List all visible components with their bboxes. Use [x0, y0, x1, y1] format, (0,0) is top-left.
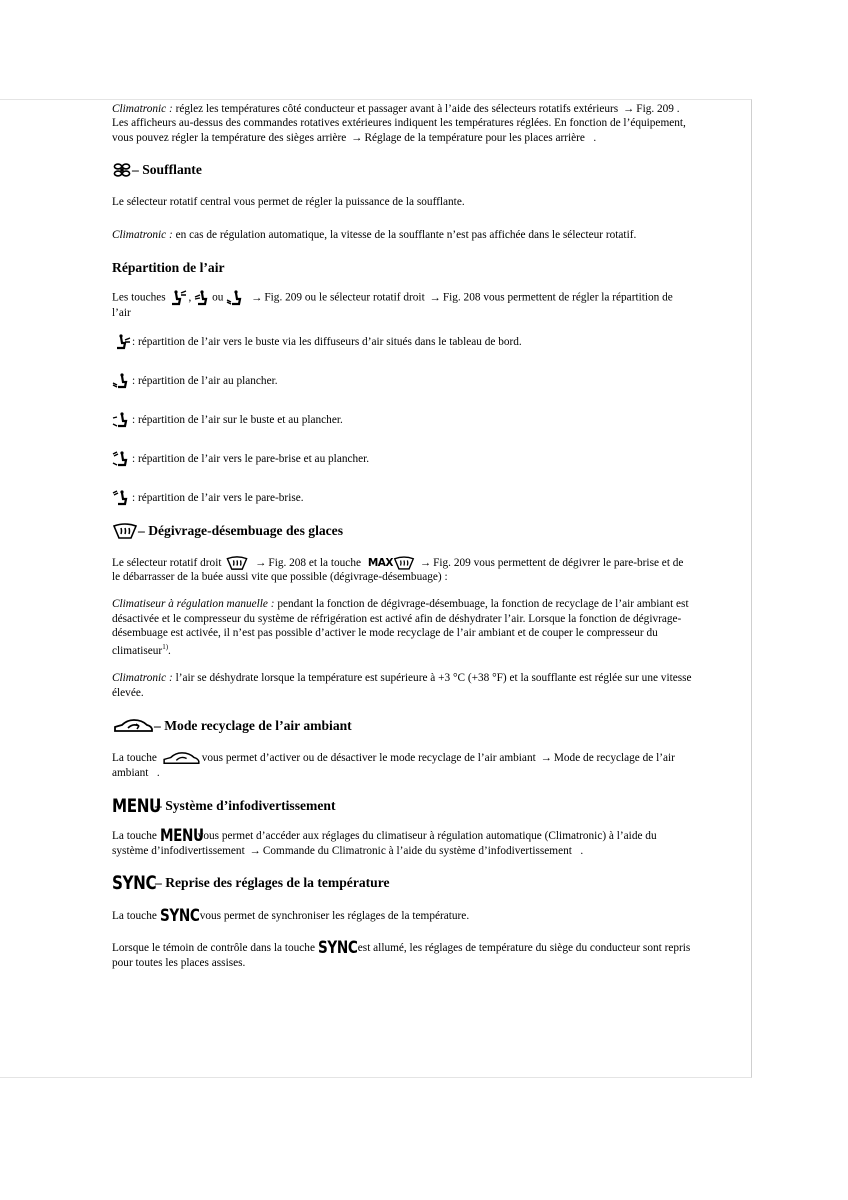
defrost-manual-paragraph: Climatiseur à régulation manuelle : pendant la fonction de dégivrage-désembuage, la fonction de recyclage de l’air ambiant est désactivée et le compresseur du système de réfrigération est activé afin de déshydrater l’air. Lorsque la fonction de dégivrage- désembuage est activée, il n’est pas possible d’activer le mode recyclage de l’air ambiant et de couper le compresseur du climatiseur$^{1)}$.	[112, 598, 689, 658]
infotainment-paragraph: La touche MENUvous permet d’accéder aux réglages du climatiseur à régulation automatique (Climatronic) à l’aide du système d’infodivertissement → Commande du Climatronic à l’aide du système d’infodivertissement .	[112, 826, 657, 857]
seat-air-chest-icon	[194, 290, 212, 306]
blower-title: – Soufflante	[132, 161, 202, 177]
fan-icon	[112, 162, 132, 178]
air-item-windshield-floor: : répartition de l’air vers le pare-brise et au plancher.	[112, 451, 740, 467]
arrow-icon: →	[429, 292, 441, 305]
arrow-icon: →	[249, 844, 261, 857]
defrost-climatronic-paragraph: Climatronic : l’air se déshydrate lorsque la température est supérieure à +3 °C (+38 °F) et la soufflante est réglée sur une vitesse élevée.	[112, 672, 692, 699]
seat-air-floor-icon	[112, 373, 132, 389]
sync-key-icon: SYNC	[159, 905, 200, 926]
arrow-icon: →	[255, 556, 267, 569]
menu-key-icon: MENU	[159, 826, 204, 847]
blower-heading	[112, 161, 740, 179]
air-distribution-title: Répartition de l’air	[112, 260, 225, 276]
arrow-icon: →	[351, 131, 363, 144]
blower-climatronic-paragraph: Climatronic : en cas de régulation automatique, la vitesse de la soufflante n’est pas affichée dans le sélecteur rotatif.	[112, 229, 637, 242]
seat-air-windshield-icon	[112, 490, 132, 506]
defrost-icon	[224, 556, 250, 570]
recirculation-paragraph: La touche vous permet d’activer ou de désactiver le mode recyclage de l’air ambiant → Mode de recyclage de l’air ambiant .	[112, 752, 675, 780]
arrow-icon: →	[540, 752, 552, 765]
recirculation-icon	[160, 751, 202, 766]
arrow-icon: →	[419, 556, 432, 569]
fig-209-reference[interactable]: Fig. 209	[636, 103, 674, 115]
fig-208-reference[interactable]: Fig. 208	[442, 292, 481, 305]
sync-heading	[112, 871, 740, 894]
climatronic-intro-paragraph: Climatronic : réglez les températures côté conducteur et passager avant à l’aide des sélecteurs rotatifs extérieurs → Fig. 209 . Les afficheurs au-dessus des commandes rotatives extérieures indiquent les températures réglées. En fonction de l’équipement, vous pouvez régler la température des sièges arrière → Réglage de la température pour les places arrière .	[112, 103, 686, 144]
air-item-floor: : répartition de l’air au plancher.	[112, 373, 740, 389]
recirculation-heading	[112, 717, 740, 735]
sync-key-icon: SYNC	[317, 938, 358, 959]
recirculation-title: – Mode recyclage de l’air ambiant	[154, 718, 352, 734]
defrost-icon	[393, 556, 415, 570]
seat-air-windshield-floor-icon	[112, 451, 132, 467]
sync-key-icon: SYNC	[112, 871, 157, 894]
seat-air-chest-icon	[112, 334, 132, 350]
defrost-intro-paragraph: Le sélecteur rotatif droit → Fig. 208 et la touche MAX → Fig. 209 vous permettent de dégivrer le pare-brise et de le débarrasser de la buée aussi vite que possible (dégivrage-désembuage) :	[112, 556, 684, 584]
manual-page-content	[112, 100, 740, 970]
arrow-icon: →	[623, 103, 635, 115]
rear-temperature-link[interactable]: Réglage de la température pour les places arrière	[364, 131, 585, 144]
fig-209-reference[interactable]: Fig. 209	[433, 556, 471, 569]
seat-air-chest-floor-icon	[112, 412, 132, 428]
air-item-windshield: : répartition de l’air vers le pare-brise.	[112, 490, 740, 506]
fig-209-reference[interactable]: Fig. 209	[264, 292, 303, 305]
air-item-chest: : répartition de l’air vers le buste via les diffuseurs d’air situés dans le tableau de bord.	[112, 334, 740, 350]
sync-indicator-paragraph: Lorsque le témoin de contrôle dans la touche SYNCest allumé, les réglages de température du siège du conducteur sont repris pour toutes les places assises.	[112, 938, 691, 969]
menu-key-icon: MENU	[112, 795, 161, 818]
infotainment-heading	[112, 795, 740, 818]
fig-208-reference[interactable]: Fig. 208	[268, 556, 307, 569]
defrost-icon	[112, 523, 138, 539]
sync-paragraph: La touche SYNCvous permet de synchroniser les réglages de la température.	[112, 905, 470, 926]
seat-air-floor-icon	[226, 290, 246, 306]
arrow-icon: →	[251, 292, 263, 305]
footnote-marker[interactable]: 1)	[162, 643, 169, 652]
air-distribution-intro: Les touches , ou → Fig. 209 ou le sélecteur rotatif droit → Fig. 208 vous permettent de régler la répartition de l’air	[112, 292, 673, 320]
seat-air-windshield-icon	[168, 290, 188, 306]
defrost-heading	[112, 522, 740, 540]
infotainment-title: – Système d’infodivertissement	[155, 798, 336, 814]
air-distribution-heading	[112, 259, 740, 277]
sync-title: – Reprise des réglages de la température	[155, 874, 390, 890]
infotainment-link[interactable]: Commande du Climatronic à l’aide du système d’infodivertissement	[262, 844, 572, 857]
max-defrost-button-icon: MAX	[368, 556, 415, 570]
climatronic-label: Climatronic :	[112, 103, 173, 115]
air-item-chest-floor: : répartition de l’air sur le buste et au plancher.	[112, 412, 740, 428]
recirculation-link[interactable]: Mode de recyclage de l’air	[553, 752, 675, 765]
defrost-title: – Dégivrage-désembuage des glaces	[138, 522, 344, 538]
blower-paragraph: Le sélecteur rotatif central vous permet de régler la puissance de la soufflante.	[112, 195, 465, 208]
recirculation-icon	[112, 718, 154, 734]
